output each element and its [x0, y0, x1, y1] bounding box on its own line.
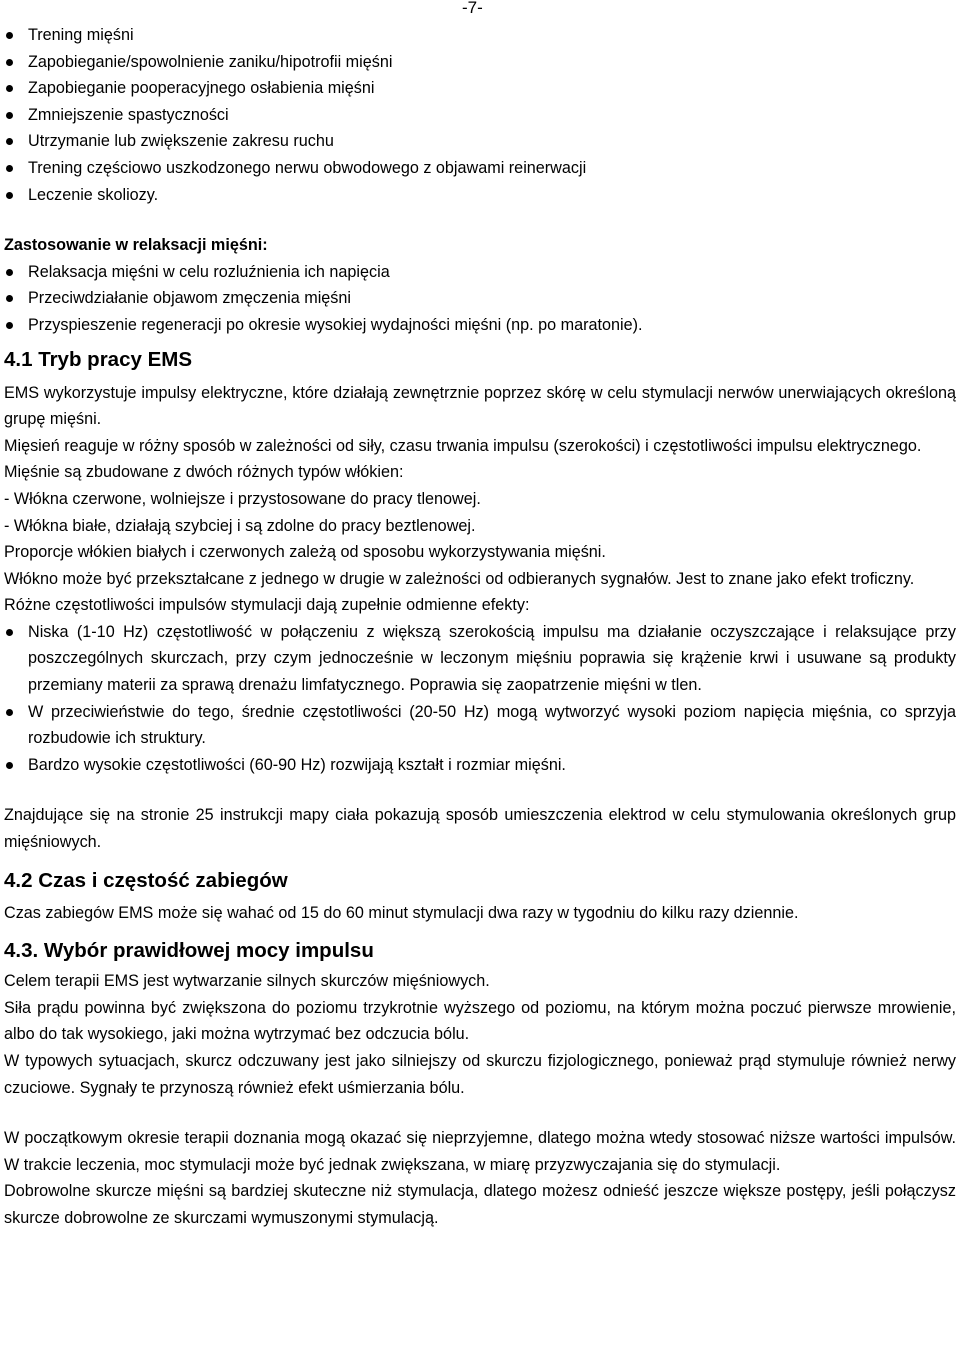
paragraph: Dobrowolne skurcze mięśni są bardziej skuteczne niż stymulacja, dlatego możesz odnieść jeszcze większe postępy, jeśli połączysz skurcze dobrowolne ze skurczami wymuszonymi stymulacją. — [4, 1182, 956, 1227]
paragraph: Proporcje włókien białych i czerwonych zależą od sposobu wykorzystywania mięśni. — [4, 543, 606, 562]
paragraph: Mięśnie są zbudowane z dwóch różnych typów włókien: — [4, 463, 404, 482]
paragraph: Siła prądu powinna być zwiększona do poziomu trzykrotnie wyższego od poziomu, na którym można poczuć pierwsze mrowienie, albo do tak wysokiego, jaki można wytrzymać bez odczucia bólu. — [4, 998, 956, 1044]
list-item: Przyspieszenie regeneracji po okresie wysokiej wydajności mięśni (np. po maratonie). — [4, 312, 956, 339]
list-item: Przeciwdziałanie objawom zmęczenia mięśni — [4, 285, 956, 312]
paragraph: W typowych sytuacjach, skurcz odczuwany jest jako silniejszy od skurczu fizjologicznego, ponieważ prąd stymuluje również nerwy czuciowe. Sygnały te przynoszą również efekt uśmierzania bólu. — [4, 1052, 956, 1097]
page-number: -7- — [462, 0, 483, 17]
paragraph: EMS wykorzystuje impulsy elektryczne, które działają zewnętrznie poprzez skórę w celu stymulacji nerwów unerwiających określoną grupę mięśni. — [4, 383, 956, 429]
section-heading-4-1: 4.1 Tryb pracy EMS — [4, 347, 193, 371]
list-item: Niska (1-10 Hz) częstotliwość w połączeniu z większą szerokością impulsu ma działanie oczyszczające i relaksujące przy poszczególnych skurczach, przy czym jednocześnie w leczonym mięśniu poprawia się krążenie krwi i usuwane są produkty przemiany materii za sprawą drenażu limfatycznego. Poprawia się zaopatrzenie mięśni w tlen. — [4, 619, 956, 699]
list-item: Trening mięśni — [4, 22, 956, 49]
applications-list — [4, 22, 956, 208]
list-item: Zmniejszenie spastyczności — [4, 102, 956, 129]
paragraph: Czas zabiegów EMS może się wahać od 15 do 60 minut stymulacji dwa razy w tygodniu do kilku razy dziennie. — [4, 903, 799, 922]
relaxation-list — [4, 259, 956, 339]
list-item: Utrzymanie lub zwiększenie zakresu ruchu — [4, 128, 956, 155]
paragraph: - Włókna czerwone, wolniejsze i przystosowane do pracy tlenowej. — [4, 489, 481, 508]
relaxation-heading: Zastosowanie w relaksacji mięśni: — [4, 236, 268, 255]
paragraph: Celem terapii EMS jest wytwarzanie silnych skurczów mięśniowych. — [4, 972, 490, 991]
list-item: Leczenie skoliozy. — [4, 182, 956, 209]
list-item: Bardzo wysokie częstotliwości (60-90 Hz) rozwijają kształt i rozmiar mięśni. — [4, 752, 956, 779]
section-heading-4-2: 4.2 Czas i częstość zabiegów — [4, 868, 288, 892]
paragraph: Różne częstotliwości impulsów stymulacji dają zupełnie odmienne efekty: — [4, 596, 530, 615]
section-heading-4-3: 4.3. Wybór prawidłowej mocy impulsu — [4, 939, 374, 963]
list-item: Trening częściowo uszkodzonego nerwu obwodowego z objawami reinerwacji — [4, 155, 956, 182]
paragraph: Włókno może być przekształcane z jednego w drugie w zależności od odbieranych sygnałów. Jest to znane jako efekt troficzny. — [4, 569, 915, 588]
body-map-note: Znajdujące się na stronie 25 instrukcji mapy ciała pokazują sposób umieszczenia elektrod w celu stymulowania określonych grup mięśniowych. — [4, 806, 956, 852]
paragraph: W początkowym okresie terapii doznania mogą okazać się nieprzyjemne, dlatego można wtedy stosować niższe wartości impulsów. W trakcie leczenia, moc stymulacji może być jednak zwiększana, w miarę przyzwyczajania się do stymulacji. — [4, 1129, 956, 1174]
paragraph: - Włókna białe, działają szybciej i są zdolne do pracy beztlenowej. — [4, 516, 476, 535]
list-item: Zapobieganie pooperacyjnego osłabienia mięśni — [4, 75, 956, 102]
list-item: Zapobieganie/spowolnienie zaniku/hipotrofii mięśni — [4, 49, 956, 76]
list-item: Relaksacja mięśni w celu rozluźnienia ich napięcia — [4, 259, 956, 286]
paragraph: Mięsień reaguje w różny sposób w zależności od siły, czasu trwania impulsu (szerokości) i częstotliwości impulsu elektrycznego. — [4, 436, 922, 455]
list-item: W przeciwieństwie do tego, średnie częstotliwości (20-50 Hz) mogą wytworzyć wysoki poziom napięcia mięśnia, co sprzyja rozbudowie ich struktury. — [4, 699, 956, 752]
frequency-effects-list — [4, 619, 956, 779]
